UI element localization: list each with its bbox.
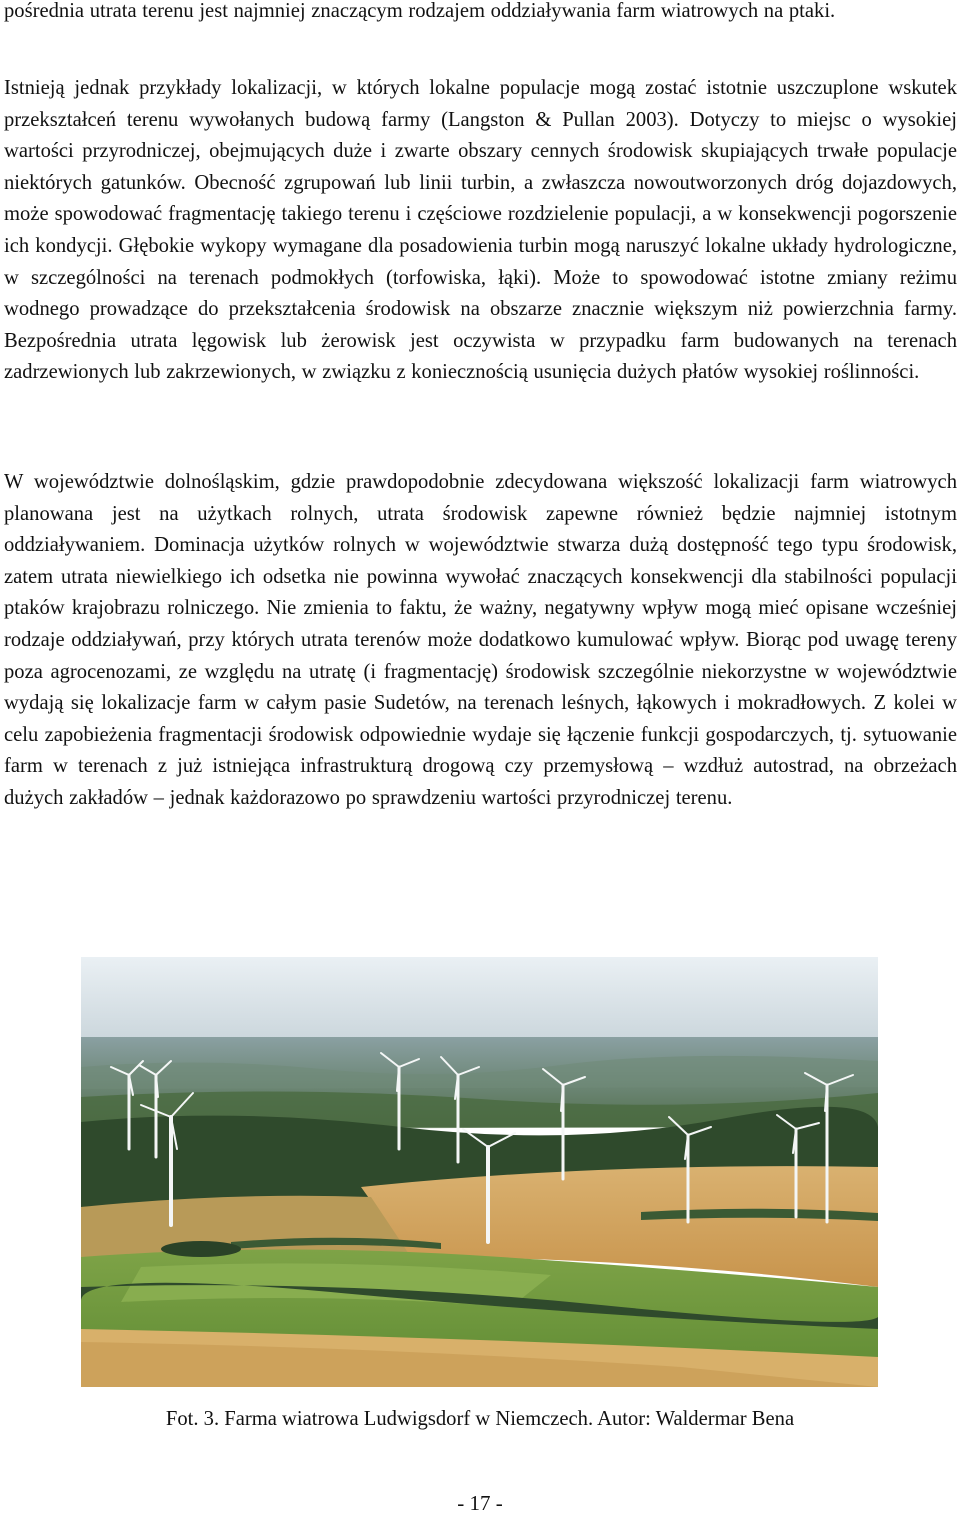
paragraph-3: W województwie dolnośląskim, gdzie prawdopodobnie zdecydowana większość lokalizacji farm wiatrowych planowana jest na użytkach rolnych, utrata środowisk zapewne również będzie najmniej istotnym oddziaływaniem. Dominacja użytków rolnych w województwie stwarza dużą dostępność tego typu środowisk, zatem utrata niewielkiego ich odsetka nie powinna wywołać znaczących konsekwencji dla stabilności populacji ptaków krajobrazu rolniczego. Nie zmienia to faktu, że ważny, negatywny wpływ mogą mieć opisane wcześniej rodzaje oddziaływań, przy których utrata terenów może dodatkowo kumulować wpływ. Biorąc pod uwagę tereny poza agrocenozami, ze względu na utratę (i fragmentację) środowisk szczególnie niekorzystne w województwie wydają się lokalizacje farm w całym pasie Sudetów, na terenach leśnych, łąkowych i mokradłowych. Z kolei w celu zapobieżenia fragmentacji środowisk odpowiednie wydaje się łączenie funkcji gospodarczych, tj. sytuowanie farm w terenach z już istniejąca infrastrukturą drogową czy przemysłową – wzdłuż autostrad, na obrzeżach dużych zakładów – jednak każdorazowo po sprawdzeniu wartości przyrodniczej terenu. xyxy=(4,471,957,809)
wind-farm-photo xyxy=(81,957,878,1387)
paragraph-2: Istnieją jednak przykłady lokalizacji, w których lokalne populacje mogą zostać istotnie uszczuplone wskutek przekształceń terenu wywołanych budową farmy (Langston & Pullan 2003). Dotyczy to miejsc o wysokiej wartości przyrodniczej, obejmujących duże i zwarte obszary cennych środowisk skupiających trwałe populacje niektórych gatunków. Obecność zgrupowań lub linii turbin, a zwłaszcza nowoutworzonych dróg dojazdowych, może spowodować fragmentację takiego terenu i częściowe rozdzielenie populacji, a w konsekwencji pogorszenie ich kondycji. Głębokie wykopy wymagane dla posadowienia turbin mogą naruszyć lokalne układy hydrologiczne, w szczególności na terenach podmokłych (torfowiska, łąki). Może to spowodować istotne zmiany reżimu wodnego prowadzące do przekształcenia środowisk na obszarze znacznie większym niż powierzchnia farmy. Bezpośrednia utrata lęgowisk lub żerowisk jest oczywista w przypadku farm budowanych na terenach zadrzewionych lub zakrzewionych, w związku z koniecznością usunięcia dużych płatów wysokiej roślinności. xyxy=(4,77,957,384)
paragraph-1: pośrednia utrata terenu jest najmniej znaczącym rodzajem oddziaływania farm wiatrowych na ptaki. xyxy=(4,0,836,22)
page-number: - 17 - xyxy=(457,1491,503,1515)
figure-caption: Fot. 3. Farma wiatrowa Ludwigsdorf w Niemczech. Autor: Waldermar Bena xyxy=(165,1408,795,1430)
